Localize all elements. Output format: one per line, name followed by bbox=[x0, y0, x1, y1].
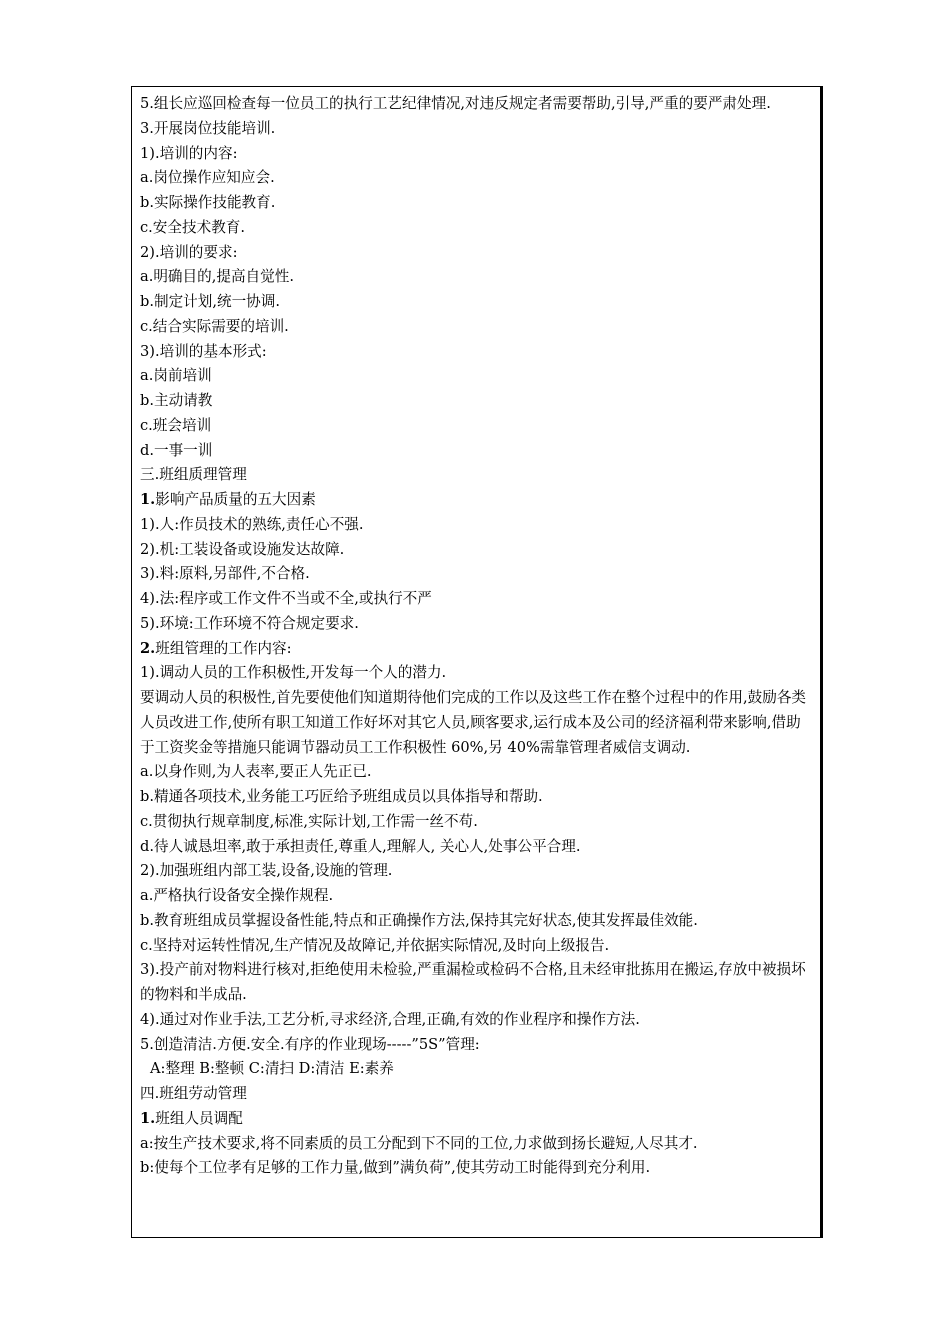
text-line: c.班会培训 bbox=[140, 416, 212, 434]
text-line: 三.班组质理管理 bbox=[140, 466, 247, 484]
text-line: 3).投产前对物料进行核对,拒绝使用未检验,严重漏检或检码不合格,且未经审批拣用在搬运,存放中被损坏的物料和半成品. bbox=[140, 961, 806, 1003]
text-line: b.主动请教 bbox=[140, 392, 213, 409]
text-line: a:按生产技术要求,将不同素质的员工分配到下不同的工位,力求做到扬长避短,人尽其才. bbox=[140, 1134, 698, 1152]
heading-text: 影响产品质量的五大因素 bbox=[155, 491, 316, 508]
text-line: 2).培训的要求: bbox=[140, 243, 238, 261]
text-line: 四.班组劳动管理 bbox=[140, 1085, 247, 1102]
text-line: 3.开展岗位技能培训. bbox=[140, 119, 276, 137]
text-line: a.以身作则,为人表率,要正人先正已. bbox=[140, 763, 372, 781]
text-line: 5.创造清洁.方便.安全.有序的作业现场-----”5S”管理: bbox=[140, 1035, 480, 1053]
text-line bbox=[140, 637, 814, 662]
text-line: a.岗前培训 bbox=[140, 367, 212, 385]
text-line: a.岗位操作应知应会. bbox=[140, 169, 275, 187]
heading-number: 1. bbox=[140, 491, 156, 508]
text-line: 2).机:工装设备或设施发达故障. bbox=[140, 540, 345, 558]
text-line: b:使每个工位孝有足够的工作力量,做到”满负荷”,使其劳动工时能得到充分利用. bbox=[140, 1159, 651, 1177]
text-line: b.教育班组成员掌握设备性能,特点和正确操作方法,保持其完好状态,使其发挥最佳效能. bbox=[140, 911, 698, 929]
text-line: 1).人:作员技术的熟练,责任心不强. bbox=[140, 515, 364, 533]
text-line: b.精通各项技术,业务能工巧匠给予班组成员以具体指导和帮助. bbox=[140, 788, 543, 805]
text-line: 4).通过对作业手法,工艺分析,寻求经济,合理,正确,有效的作业程序和操作方法. bbox=[140, 1010, 640, 1028]
text-line: a.明确目的,提高自觉性. bbox=[140, 268, 294, 286]
text-line: 1).调动人员的工作积极性,开发每一个人的潜力. bbox=[140, 664, 447, 682]
text-line: d.待人诚恳坦率,敢于承担责任,尊重人,理解人, 关心人,处事公平合理. bbox=[140, 837, 581, 855]
text-line: a.严格执行设备安全操作规程. bbox=[140, 887, 334, 904]
heading-number: 1. bbox=[140, 1109, 156, 1127]
heading-text: 班组人员调配 bbox=[155, 1109, 243, 1127]
text-line: c.坚持对运转性情况,生产情况及故障记,并依据实际情况,及时向上级报告. bbox=[140, 936, 610, 954]
text-line: 3).培训的基本形式: bbox=[140, 342, 267, 360]
text-line: c.贯彻执行规章制度,标准,实际计划,工作需一丝不苟. bbox=[140, 812, 478, 830]
text-line: b.制定计划,统一协调. bbox=[140, 293, 281, 310]
text-line: 2).加强班组内部工装,设备,设施的管理. bbox=[140, 862, 393, 880]
text-line bbox=[140, 1107, 814, 1132]
heading-text: 班组管理的工作内容: bbox=[155, 639, 292, 657]
text-line: A:整理 B:整顿 C:清扫 D:清洁 E:素养 bbox=[150, 1060, 394, 1078]
text-line: d.一事一训 bbox=[140, 441, 213, 459]
heading-number: 2. bbox=[140, 639, 156, 657]
text-line: b.实际操作技能教育. bbox=[140, 194, 276, 211]
text-line: 1).培训的内容: bbox=[140, 144, 238, 162]
document-body bbox=[140, 92, 814, 1181]
text-line bbox=[140, 488, 814, 513]
text-line: c.结合实际需要的培训. bbox=[140, 317, 289, 335]
text-line: 4).法:程序或工作文件不当或不全,或执行不严 bbox=[140, 590, 432, 607]
text-line: 3).料:原料,另部件,不合格. bbox=[140, 565, 310, 583]
text-line: 5.组长应巡回检查每一位员工的执行工艺纪律情况,对违反规定者需要帮助,引导,严重的要严肃处理. bbox=[140, 95, 771, 112]
text-line: 要调动人员的积极性,首先要使他们知道期待他们完成的工作以及这些工作在整个过程中的作用,鼓励各类人员改进工作,使所有职工知道工作好坏对其它人员,顾客要求,运行成本及公司的经济福利带来影响,借助于工资奖金等措施只能调节器动员工工作积极性 60%,另 40%需靠管理者威信支调动. bbox=[140, 689, 807, 756]
text-line: c.安全技术教育. bbox=[140, 218, 246, 236]
text-line: 5).环境:工作环境不符合规定要求. bbox=[140, 614, 359, 632]
